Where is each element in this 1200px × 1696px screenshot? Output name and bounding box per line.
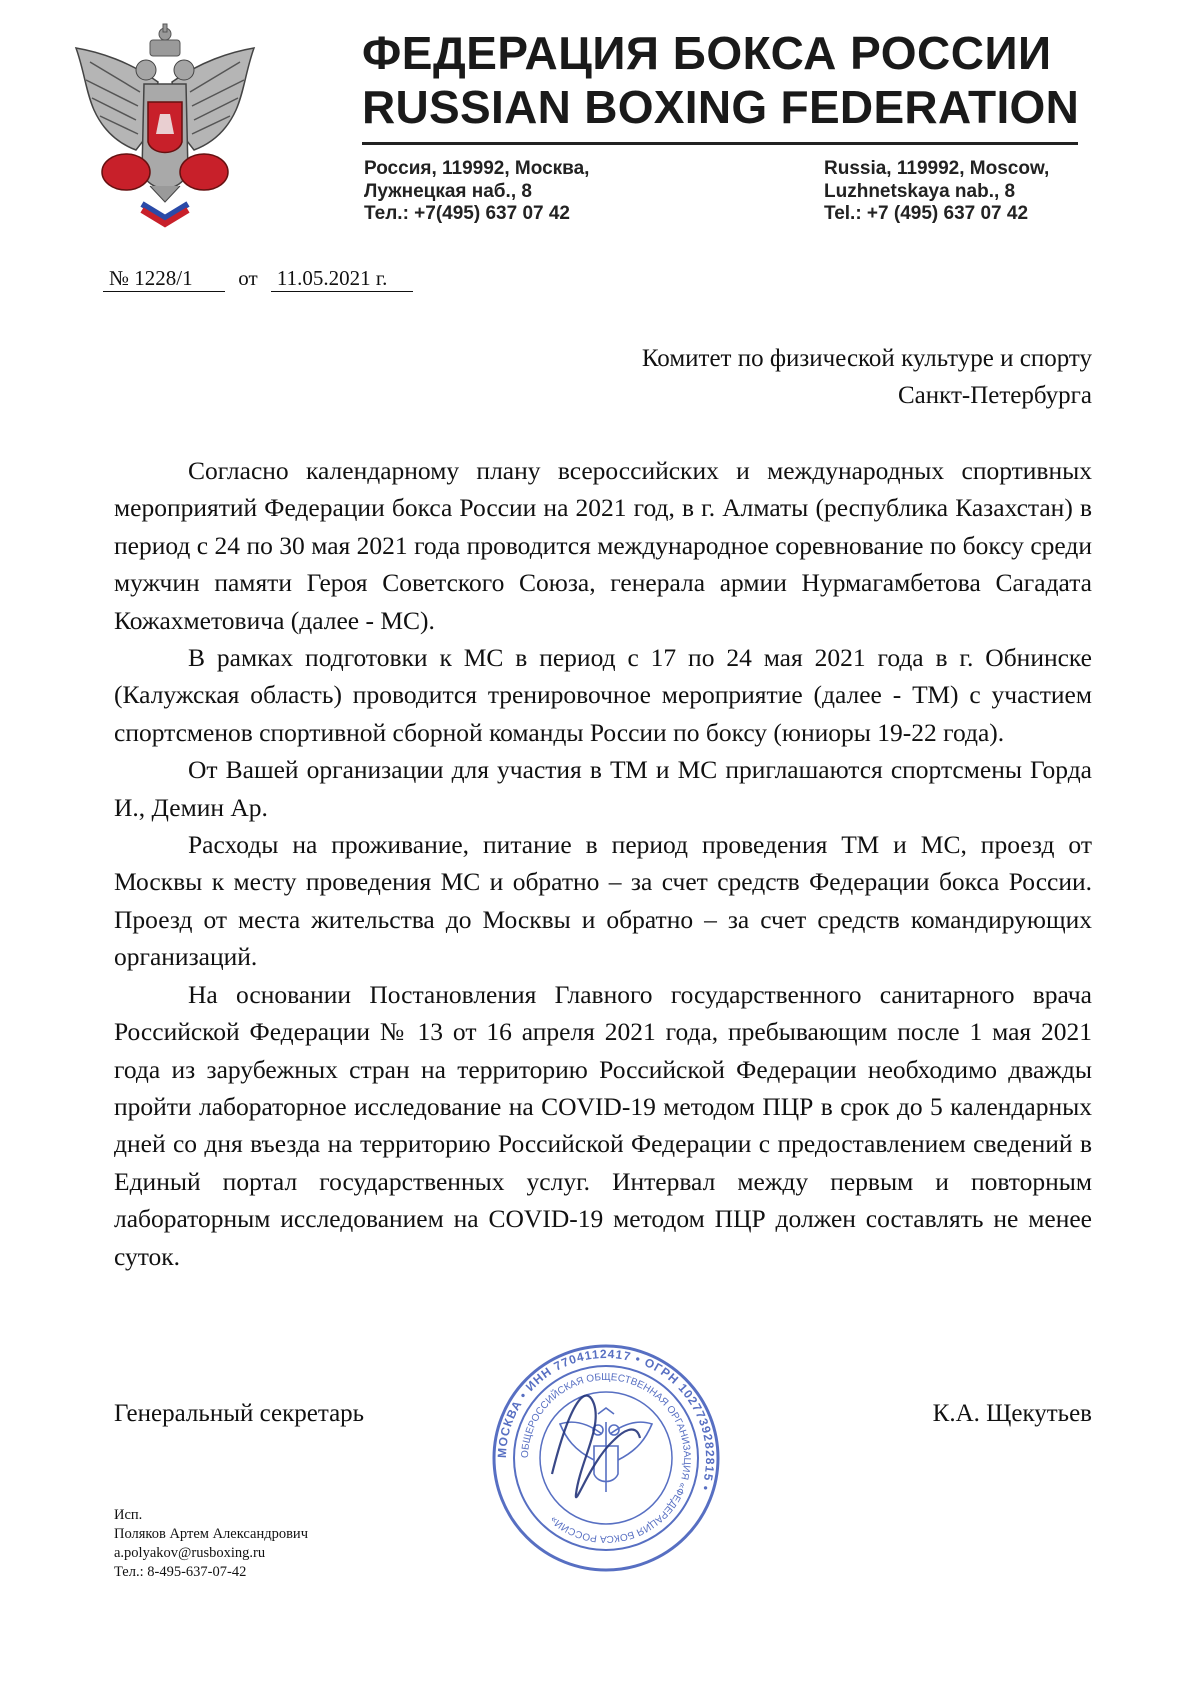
org-name-en: RUSSIAN BOXING FEDERATION: [362, 81, 1080, 133]
letter-body: [114, 452, 1092, 1275]
address-en-line: Russia, 119992, Moscow,: [824, 158, 1050, 179]
signatory-position: Генеральный секретарь: [114, 1400, 365, 1427]
executor-phone: Тел.: 8-495-637-07-42: [114, 1564, 247, 1580]
executor-block: [114, 1506, 308, 1582]
address-ru-line: Тел.: +7(495) 637 07 42: [364, 203, 571, 224]
body-paragraph: Согласно календарному плану всероссийских и международных спортивных мероприятий Федерации бокса России на 2021 год, в г. Алматы (республика Казахстан) в период с 24 по 30 мая 2021 года проводится международное соревнование по боксу среди мужчин памяти Героя Советского Союза, генерала армии Нурмагамбетова Сагадата Кожахметовича (далее - МС).: [114, 456, 1092, 635]
address-en: [824, 158, 1049, 226]
org-name-ru: ФЕДЕРАЦИЯ БОКСА РОССИИ: [362, 27, 1052, 79]
recipient-line: Санкт-Петербурга: [897, 382, 1092, 409]
registration-number: № 1228/1: [103, 266, 225, 292]
address-ru-line: Лужнецкая наб., 8: [364, 180, 532, 202]
recipient-line: Комитет по физической культуре и спорту: [641, 345, 1092, 372]
body-paragraph: Расходы на проживание, питание в период проведения ТМ и МС, проезд от Москвы к месту проведения МС и обратно – за счет средств Федерации бокса России. Проезд от места жительства до Москвы и обратно – за счет средств командирующих организаций.: [114, 830, 1092, 972]
stamp-outer-text: МОСКВА • ИНН 7704112417 • ОГРН 1027739282815 •: [494, 1346, 718, 1493]
address-en-line: Luzhnetskaya nab., 8: [824, 180, 1016, 202]
organization-title: [362, 27, 1082, 133]
recipient-block: [642, 340, 1092, 414]
registration-from-label: от: [238, 266, 258, 290]
body-paragraph: От Вашей организации для участия в ТМ и МС приглашаются спортсмены Горда И., Демин Ар.: [114, 755, 1092, 822]
official-stamp-icon: [490, 1342, 722, 1574]
header-divider: [362, 142, 1078, 145]
signatory-name: К.А. Щекутьев: [932, 1400, 1092, 1427]
federation-emblem-icon: [70, 22, 260, 232]
executor-label: Исп.: [114, 1507, 143, 1523]
executor-name: Поляков Артем Александрович: [114, 1526, 308, 1542]
address-ru-line: Россия, 119992, Москва,: [364, 158, 590, 179]
executor-email: a.polyakov@rusboxing.ru: [114, 1545, 266, 1561]
stamp-inner-text: ОБЩЕРОССИЙСКАЯ ОБЩЕСТВЕННАЯ ОРГАНИЗАЦИЯ «ФЕДЕРАЦИЯ БОКСА РОССИИ»: [519, 1371, 693, 1545]
registration-date: 11.05.2021 г.: [271, 266, 413, 292]
address-en-line: Tel.: +7 (495) 637 07 42: [824, 203, 1029, 224]
body-paragraph: В рамках подготовки к МС в период с 17 по 24 мая 2021 года в г. Обнинске (Калужская область) проводится тренировочное мероприятие (далее - ТМ) с участием спортсменов спортивной сборной команды России по боксу (юниоры 19-22 года).: [114, 643, 1092, 747]
address-ru: [364, 158, 589, 226]
body-paragraph: На основании Постановления Главного государственного санитарного врача Российской Федерации № 13 от 16 апреля 2021 года, пребывающим после 1 мая 2021 года из зарубежных стран на территорию Российской Федерации необходимо дважды пройти лабораторное исследование на COVID-19 методом ПЦР в срок до 5 календарных дней со дня въезда на территорию Российской Федерации с предоставлением сведений в Единый портал государственных услуг. Интервал между первым и повторным лабораторным исследованием на COVID-19 методом ПЦР должен составлять не менее суток.: [114, 979, 1092, 1271]
registration-line: [103, 266, 413, 292]
